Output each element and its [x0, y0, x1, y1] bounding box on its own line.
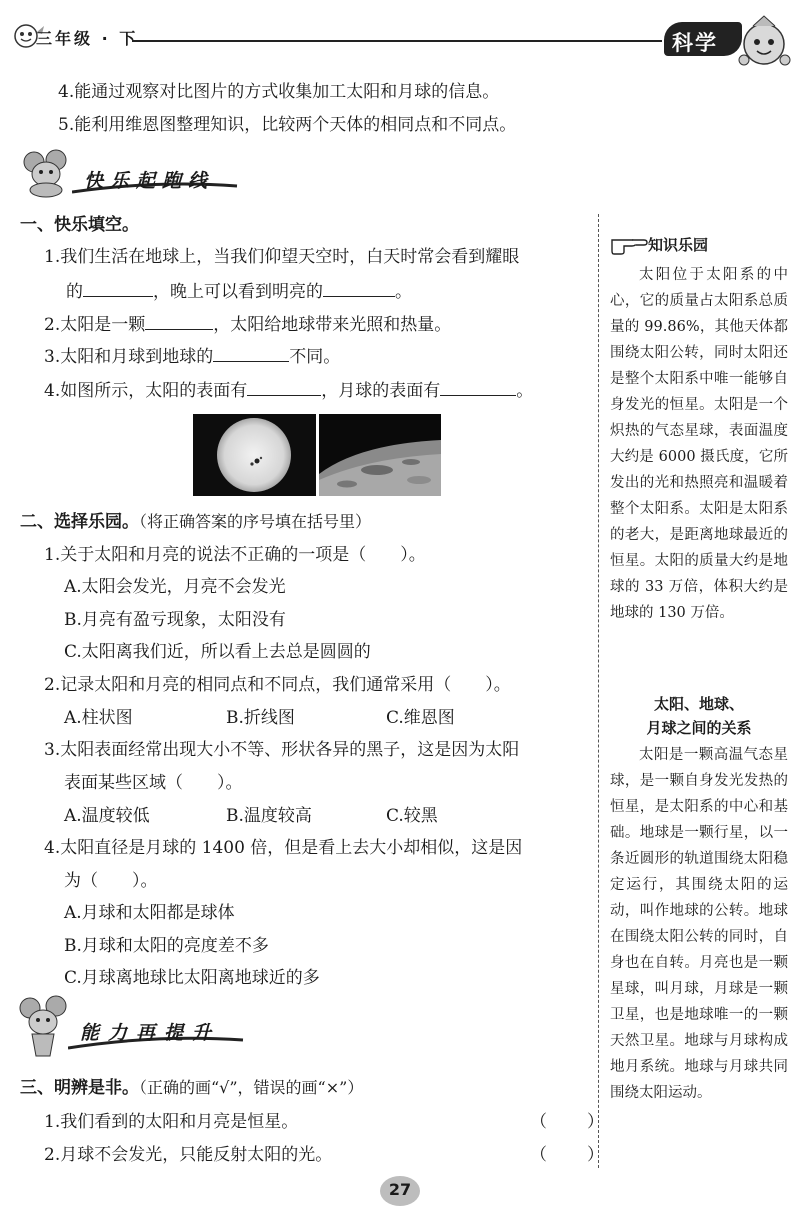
s2-q4-line-a: 4.太阳直径是月球的 1400 倍，但是看上去大小却相似，这是因: [44, 838, 523, 858]
q4-line: 4.如图所示，太阳的表面有 ，月球的表面有 。: [44, 377, 533, 403]
banner-title: 能力再提升: [80, 1022, 221, 1044]
q3-line: 3.太阳和月球到地球的 不同。: [44, 343, 340, 369]
sidebar-divider: [598, 214, 599, 1168]
answer-blank[interactable]: [440, 377, 516, 396]
s2-q3-line-a: 3.太阳表面经常出现大小不等、形状各异的黑子，这是因为太阳: [44, 740, 520, 760]
sidebar-subtitle-1: 太阳、地球、: [653, 695, 744, 713]
section3-heading: 三、明辨是非。: [20, 1078, 139, 1098]
sidebar-para-1: 太阳位于太阳系的中心，它的质量占太阳系总质量的 99.86%，其他天体都围绕太阳公转，同时太阳还是整个太阳系中唯一能够自身发光的恒星。太阳是一个炽热的气态星球，表面温度大约是 6000 摄氏度，它所发出的光和热照亮和温暖着整个太阳系。太阳是太阳系的老大，是距离地球最近的恒星。太阳的质量大约是地球的 33 万倍，体积大约是地球的 130 万倍。: [610, 267, 788, 621]
objective-5: 5.能利用维恩图整理知识，比较两个天体的相同点和不同点。: [58, 115, 517, 135]
s2-q4-option-c: C.月球离地球比太阳离地球近的多: [64, 968, 320, 988]
q1-line-b: 的 ，晚上可以看到明亮的 。: [66, 278, 412, 304]
banner-title: 快乐起跑线: [84, 170, 215, 192]
s3-q1: 1.我们看到的太阳和月亮是恒星。: [44, 1112, 299, 1132]
section1-heading: 一、快乐填空。: [20, 215, 139, 235]
q2-line: 2.太阳是一颗 ，太阳给地球带来光照和热量。: [44, 311, 451, 337]
sidebar-title: 知识乐园: [648, 236, 709, 254]
answer-paren[interactable]: （ ）: [530, 1112, 604, 1132]
s2-q3-line-b: 表面某些区域（ ）。: [64, 773, 243, 793]
moon-surface-photo: [319, 414, 441, 496]
s2-q2-option-c: C.维恩图: [386, 708, 455, 728]
s2-q2-option-b: B.折线图: [226, 708, 295, 728]
section2-heading: 二、选择乐园。: [20, 512, 139, 532]
s2-q3-option-b: B.温度较高: [226, 806, 312, 826]
objective-4: 4.能通过观察对比图片的方式收集加工太阳和月球的信息。: [58, 82, 500, 102]
s2-q2-option-a: A.柱状图: [64, 708, 133, 728]
s2-q4-option-b: B.月球和太阳的亮度差不多: [64, 936, 269, 956]
answer-paren[interactable]: （ ）: [530, 1145, 604, 1165]
answer-blank[interactable]: [213, 343, 289, 362]
answer-blank[interactable]: [247, 377, 321, 396]
s2-q1-option-a: A.太阳会发光，月亮不会发光: [64, 577, 286, 597]
s2-q1-option-b: B.月亮有盈亏现象，太阳没有: [64, 610, 286, 630]
answer-blank[interactable]: [323, 278, 395, 297]
s2-q3-option-c: C.较黑: [386, 806, 438, 826]
sidebar-subtitle-2: 月球之间的关系: [646, 719, 752, 737]
s2-q2: 2.记录太阳和月亮的相同点和不同点，我们通常采用（ ）。: [44, 675, 511, 695]
s2-q3-option-a: A.温度较低: [64, 806, 150, 826]
sun-photo: [193, 414, 316, 496]
section3-note: （正确的画“√”，错误的画“×”）: [139, 1078, 364, 1097]
answer-blank[interactable]: [83, 278, 153, 297]
q1-line-a: 1.我们生活在地球上，当我们仰望天空时，白天时常会看到耀眼: [44, 247, 520, 267]
page-number: 27: [388, 1180, 412, 1199]
s3-q2: 2.月球不会发光，只能反射太阳的光。: [44, 1145, 333, 1165]
section3-heading-line: [20, 1076, 363, 1100]
subject-label: 科学: [672, 31, 718, 55]
s2-q1-option-c: C.太阳离我们近，所以看上去总是圆圆的: [64, 642, 371, 662]
s2-q1: 1.关于太阳和月亮的说法不正确的一项是（ ）。: [44, 545, 426, 565]
section2-heading-line: [20, 510, 371, 534]
section2-note: （将正确答案的序号填在括号里）: [139, 512, 372, 531]
sidebar-para-2: 太阳是一颗高温气态星球，是一颗自身发光发热的恒星，是太阳系的中心和基础。地球是一颗行星，以一条近圆形的轨道围绕太阳稳定运行，其围绕太阳的运动，叫作地球的公转。地球在围绕太阳公转的同时，自身也在自转。月亮也是一颗星球，叫月球，月球是一颗卫星，也是地球唯一的一颗天然卫星。地球与月球构成地月系统。地球与月球共同围绕太阳运动。: [610, 747, 788, 1101]
mascot-icon: [735, 14, 793, 70]
grade-label: 三年级 · 下: [36, 29, 139, 48]
header-rule: [132, 40, 662, 42]
s2-q4-option-a: A.月球和太阳都是球体: [64, 903, 235, 923]
mouse-mascot-icon: [16, 148, 80, 198]
s2-q4-line-b: 为（ ）。: [64, 871, 158, 891]
answer-blank[interactable]: [145, 311, 213, 330]
pointing-hand-icon: [610, 232, 648, 256]
